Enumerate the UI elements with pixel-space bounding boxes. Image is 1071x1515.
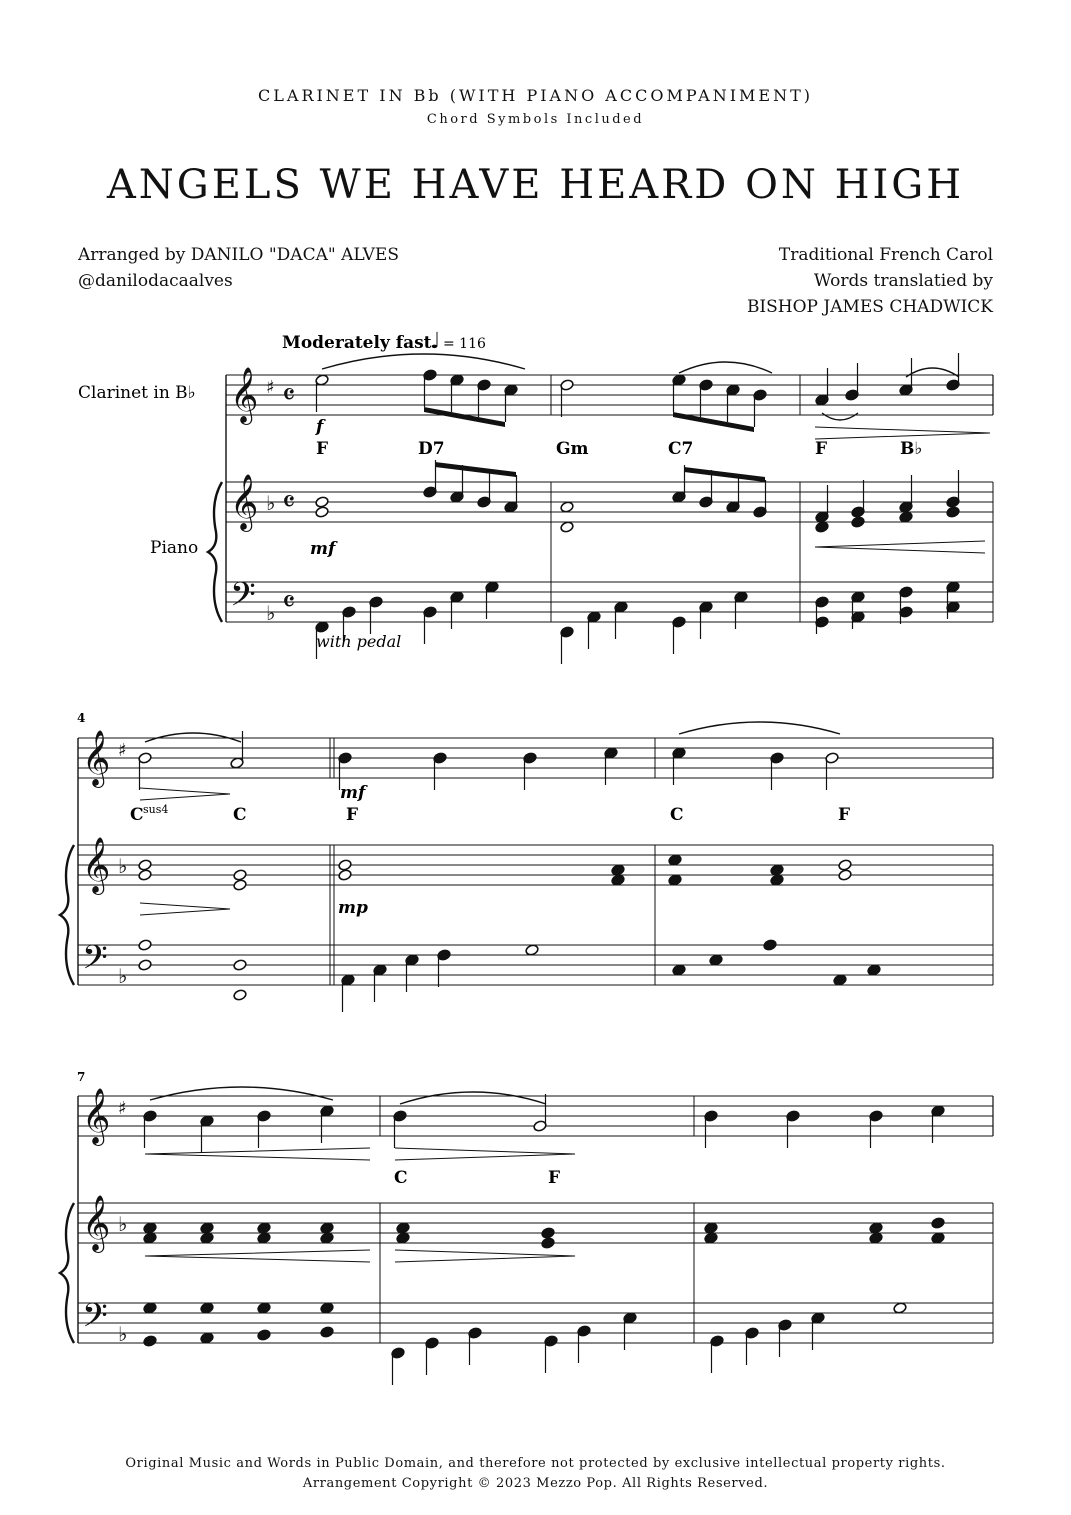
- chord-symbol: B♭: [900, 439, 923, 459]
- notehead: [946, 506, 960, 518]
- notehead: [257, 1329, 271, 1341]
- notehead: [838, 859, 852, 871]
- flat-icon: ♭: [118, 1322, 128, 1346]
- hairpin: [815, 541, 985, 553]
- slur: [679, 362, 772, 373]
- notehead: [138, 859, 152, 871]
- notehead: [315, 496, 329, 508]
- flat-icon: ♭: [118, 964, 128, 988]
- notehead: [233, 959, 247, 971]
- flat-icon: ♭: [118, 1212, 128, 1236]
- chord-sus-suffix: sus4: [143, 803, 169, 816]
- hairpin: [145, 1250, 370, 1262]
- notehead: [320, 1302, 334, 1314]
- sharp-icon: ♯: [118, 1098, 127, 1119]
- notehead: [257, 1232, 271, 1244]
- chord-symbol: C: [233, 805, 247, 825]
- hairpin: [140, 788, 230, 800]
- notehead: [668, 854, 682, 866]
- common-time-icon: 𝄴: [282, 585, 296, 620]
- words-by-text: Words translatied by: [813, 271, 993, 291]
- notehead: [200, 1332, 214, 1344]
- measure-number: 4: [77, 711, 86, 725]
- treble-clef-icon: 𝄞: [82, 1088, 111, 1144]
- notehead: [396, 1222, 410, 1234]
- notehead: [869, 1232, 883, 1244]
- notehead: [838, 869, 852, 881]
- notehead: [525, 944, 539, 956]
- notehead: [867, 964, 881, 976]
- tempo-value: = 116: [443, 336, 486, 352]
- slur: [822, 413, 858, 420]
- treble-clef-icon: 𝄞: [82, 1195, 111, 1251]
- notehead: [338, 859, 352, 871]
- notehead: [233, 879, 247, 891]
- notehead: [541, 1237, 555, 1249]
- slur: [150, 1087, 333, 1100]
- notehead: [320, 1232, 334, 1244]
- notehead: [815, 521, 829, 533]
- hairpin: [395, 1148, 575, 1160]
- chord-symbol: C7: [668, 439, 694, 459]
- notehead: [770, 864, 784, 876]
- dynamic-f: f: [316, 417, 324, 437]
- notehead: [233, 989, 247, 1001]
- beam: [424, 407, 505, 427]
- clarinet-label: Clarinet in B♭: [78, 383, 196, 403]
- bass-clef-icon: 𝄢: [82, 939, 108, 985]
- treble-clef-icon: 𝄞: [82, 837, 111, 893]
- piano-brace: [60, 1203, 74, 1343]
- notehead: [763, 939, 777, 951]
- dynamic-mf: mf: [310, 539, 336, 559]
- chord-symbol: D7: [418, 439, 445, 459]
- notehead: [233, 869, 247, 881]
- tempo-marking: Moderately fast: [282, 333, 432, 353]
- notehead: [138, 959, 152, 971]
- common-time-icon: 𝄴: [282, 378, 296, 413]
- sharp-icon: ♯: [118, 740, 127, 761]
- notehead: [338, 869, 352, 881]
- chord-symbol: C: [670, 805, 684, 825]
- notehead: [709, 954, 723, 966]
- bass-clef-icon: 𝄢: [82, 1297, 108, 1343]
- notehead: [869, 1222, 883, 1234]
- chord-symbol: F: [346, 805, 359, 825]
- notehead: [611, 874, 625, 886]
- notehead: [833, 974, 847, 986]
- treble-clef-icon: 𝄞: [82, 730, 111, 786]
- notehead: [143, 1232, 157, 1244]
- translator-name: BISHOP JAMES CHADWICK: [746, 297, 993, 317]
- notehead: [143, 1222, 157, 1234]
- notehead: [560, 521, 574, 533]
- notehead: [770, 874, 784, 886]
- chord-symbol: C: [394, 1168, 408, 1188]
- chord-symbol: F: [815, 439, 828, 459]
- hairpin: [395, 1250, 575, 1262]
- treble-clef-icon: 𝄞: [230, 367, 259, 423]
- slur: [906, 368, 959, 377]
- pedal-text: with pedal: [316, 632, 402, 651]
- notehead: [668, 874, 682, 886]
- song-title: ANGELS WE HAVE HEARD ON HIGH: [106, 162, 965, 208]
- quarter-note-icon: ♩: [430, 329, 441, 354]
- flat-icon: ♭: [118, 854, 128, 878]
- notehead: [257, 1302, 271, 1314]
- hairpin: [145, 1148, 370, 1160]
- chord-symbol: F: [548, 1168, 561, 1188]
- arranger-name: Arranged by DANILO "DACA" ALVES: [78, 245, 399, 265]
- notehead: [611, 864, 625, 876]
- notehead: [931, 1232, 945, 1244]
- instrument-title: CLARINET IN Bb (WITH PIANO ACCOMPANIMENT): [258, 86, 813, 105]
- treble-clef-icon: 𝄞: [230, 474, 259, 530]
- arranger-handle: @danilodacaalves: [78, 271, 233, 291]
- notehead: [320, 1326, 334, 1338]
- chord-symbol: F: [838, 805, 851, 825]
- bass-clef-icon: 𝄢: [230, 576, 256, 622]
- chord-symbol: F: [316, 439, 329, 459]
- footer-copyright: Arrangement Copyright © 2023 Mezzo Pop. All Rights Reserved.: [302, 1476, 769, 1491]
- beam: [684, 467, 765, 482]
- dynamic-mp: mp: [338, 898, 368, 918]
- notehead: [143, 1302, 157, 1314]
- flat-icon: ♭: [266, 491, 276, 515]
- notehead: [893, 1302, 907, 1314]
- sharp-icon: ♯: [266, 377, 275, 398]
- notehead: [200, 1222, 214, 1234]
- dynamic-mf: mf: [340, 783, 366, 803]
- hairpin: [140, 903, 230, 915]
- piano-brace: [60, 845, 74, 985]
- chord-symbols-note: Chord Symbols Included: [426, 112, 645, 127]
- notehead: [138, 869, 152, 881]
- notehead: [143, 1335, 157, 1347]
- hairpin: [815, 427, 990, 439]
- common-time-icon: 𝄴: [282, 485, 296, 520]
- slur: [679, 722, 840, 734]
- notehead: [931, 1217, 945, 1229]
- copyright-footer: [0, 1454, 1071, 1494]
- slur: [322, 354, 525, 369]
- origin-text: Traditional French Carol: [778, 245, 993, 265]
- notehead: [560, 501, 574, 513]
- chord-symbol: C: [130, 805, 144, 825]
- notehead: [396, 1232, 410, 1244]
- piano-brace: [208, 482, 222, 622]
- notehead: [541, 1227, 555, 1239]
- notehead: [257, 1222, 271, 1234]
- footer-public-domain: Original Music and Words in Public Domain, and therefore not protected by exclusive intellectual property rights.: [125, 1456, 946, 1471]
- notehead: [672, 964, 686, 976]
- notehead: [704, 1222, 718, 1234]
- notehead: [138, 939, 152, 951]
- piano-label: Piano: [150, 538, 199, 558]
- notehead: [200, 1302, 214, 1314]
- slur: [400, 1092, 546, 1104]
- flat-icon: ♭: [266, 601, 276, 625]
- notehead: [899, 511, 913, 523]
- notehead: [200, 1232, 214, 1244]
- measure-number: 7: [77, 1070, 86, 1084]
- notehead: [320, 1222, 334, 1234]
- notehead: [315, 506, 329, 518]
- notehead: [704, 1232, 718, 1244]
- chord-symbol: Gm: [556, 439, 589, 459]
- notehead: [851, 516, 865, 528]
- beam: [435, 462, 516, 477]
